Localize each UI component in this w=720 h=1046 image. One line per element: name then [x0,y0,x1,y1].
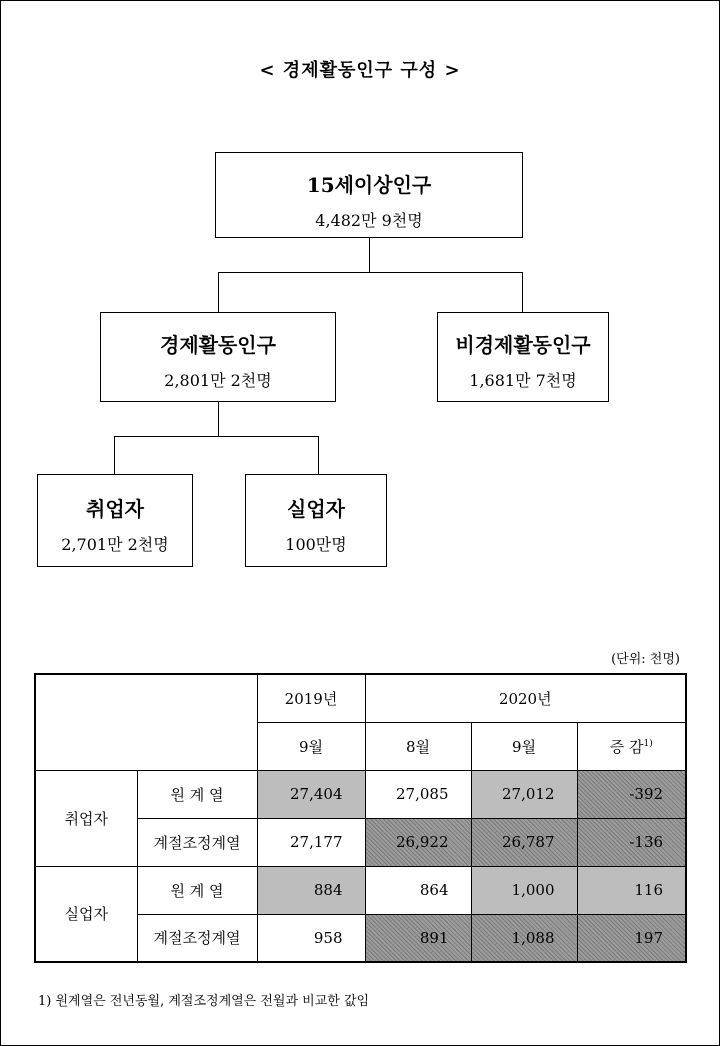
cell: 26,787 [471,818,577,866]
cell: 891 [365,914,471,962]
cell: 197 [577,914,686,962]
connector-active-up [218,272,219,312]
box-unemployed [245,474,387,567]
cell: 864 [365,866,471,914]
cell: 1,000 [471,866,577,914]
connector-level1-horizontal [218,272,523,273]
row-type: 원 계 열 [137,866,257,914]
header-2019: 2019년 [257,674,365,722]
cell: 884 [257,866,365,914]
cell: 26,922 [365,818,471,866]
header-2020-sep: 9월 [471,722,577,770]
cell: 1,088 [471,914,577,962]
employed-label: 취업자 [86,497,144,521]
box-employed [37,474,193,567]
header-change [577,722,686,770]
population-label: 15세이상인구 [306,173,432,197]
connector-root-down [369,238,370,273]
page-title: < 경제활동인구 구성 > [259,60,461,81]
economically-active-label: 경제활동인구 [160,333,276,357]
cell: 27,085 [365,770,471,818]
unemployed-value: 100만명 [285,535,347,554]
cell: 958 [257,914,365,962]
header-change-note: 1) [643,738,653,749]
connector-employed-up [114,436,115,474]
cell: 27,012 [471,770,577,818]
labor-table [34,673,687,963]
cell: -392 [577,770,686,818]
connector-level2-horizontal [114,436,319,437]
header-corner [35,674,257,770]
row-type: 원 계 열 [137,770,257,818]
header-2020: 2020년 [365,674,686,722]
footnote: 1) 원계열은 전년동월, 계절조정계열은 전월과 비교한 값임 [38,994,370,1009]
connector-inactive-up [522,272,523,312]
economically-inactive-label: 비경제활동인구 [455,333,591,357]
group-unemployed: 실업자 [35,866,137,962]
box-population [215,152,523,238]
employed-value: 2,701만 2천명 [61,535,169,554]
cell: 27,404 [257,770,365,818]
header-change-label: 증 감 [609,737,644,756]
connector-active-down [218,402,219,437]
header-2019-sep: 9월 [257,722,365,770]
economically-inactive-value: 1,681만 7천명 [469,371,577,390]
economically-active-value: 2,801만 2천명 [164,371,272,390]
unit-label: (단위: 천명) [611,652,680,667]
population-value: 4,482만 9천명 [315,211,423,230]
box-economically-inactive [437,312,609,402]
cell: -136 [577,818,686,866]
unemployed-label: 실업자 [287,497,345,521]
connector-unemployed-up [318,436,319,474]
group-employed: 취업자 [35,770,137,866]
cell: 27,177 [257,818,365,866]
row-type: 계절조정계열 [137,818,257,866]
row-type: 계절조정계열 [137,914,257,962]
cell: 116 [577,866,686,914]
box-economically-active [100,312,336,402]
header-2020-aug: 8월 [365,722,471,770]
